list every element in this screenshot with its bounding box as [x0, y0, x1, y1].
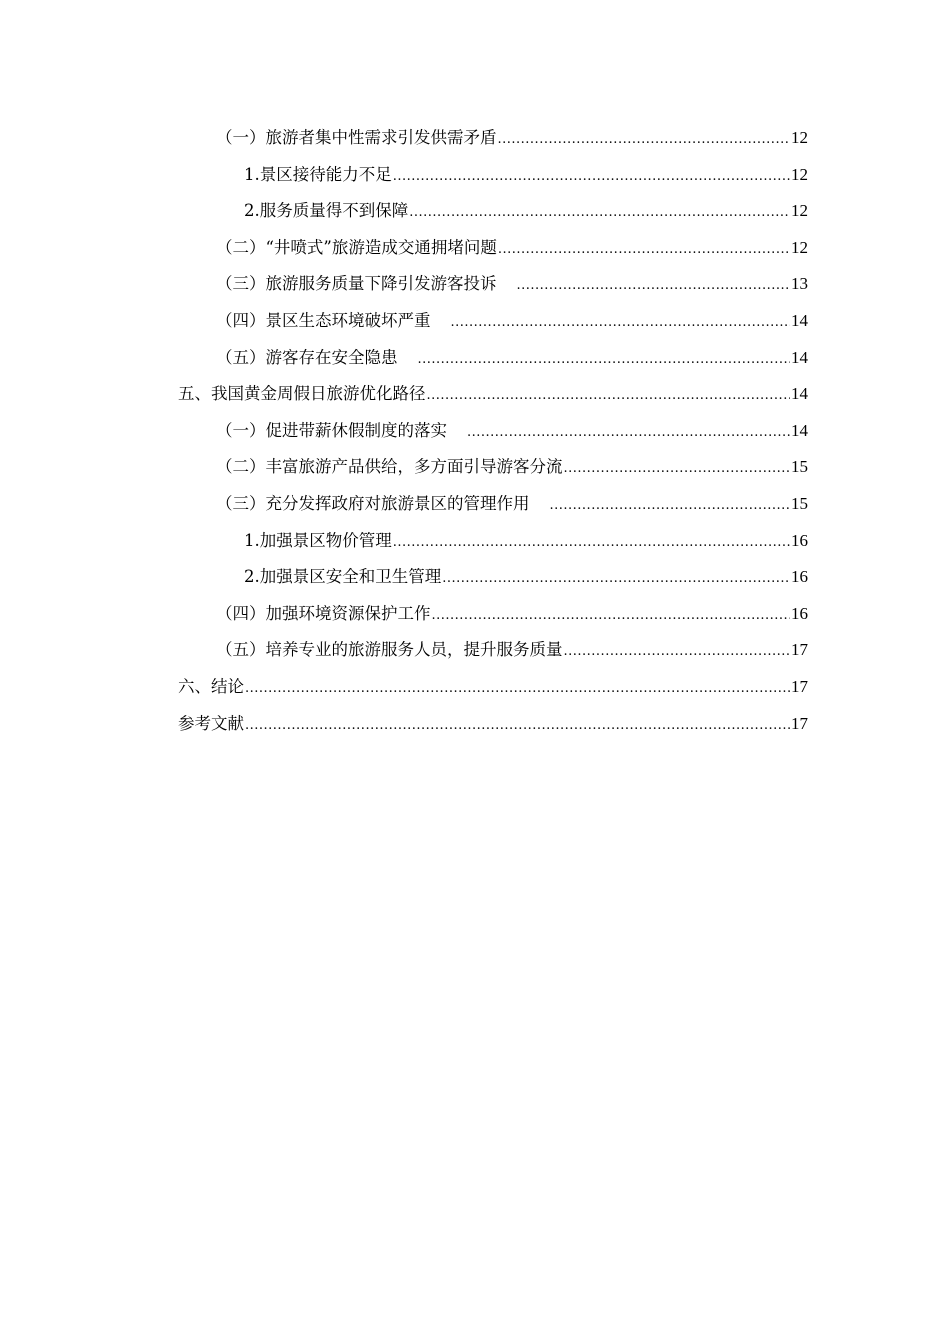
toc-entry[interactable] [178, 706, 808, 743]
toc-entry-title: 1.景区接待能力不足 [244, 164, 392, 184]
toc-entry-title: （五）游客存在安全隐患 [216, 347, 398, 367]
toc-page-number: 14 [791, 384, 808, 404]
toc-page-number: 15 [791, 457, 808, 477]
toc-page-number: 16 [791, 567, 808, 587]
toc-entry[interactable] [178, 559, 808, 596]
toc-entry[interactable] [178, 523, 808, 560]
table-of-contents [178, 120, 808, 742]
toc-page-number: 15 [791, 493, 808, 513]
toc-entry-title: 参考文献 [178, 713, 244, 733]
toc-page-number: 17 [791, 640, 808, 660]
toc-entry-title: （一）旅游者集中性需求引发供需矛盾 [216, 128, 497, 147]
toc-leader-dots [245, 708, 790, 745]
toc-entry[interactable] [178, 230, 808, 267]
toc-page-number: 17 [791, 676, 808, 696]
toc-entry-title: （一）促进带薪休假制度的落实 [216, 420, 447, 440]
toc-page-number: 17 [791, 713, 808, 733]
toc-entry[interactable] [178, 376, 808, 413]
toc-page-number: 12 [791, 164, 808, 184]
toc-entry[interactable] [178, 486, 808, 523]
toc-page-number: 12 [791, 128, 808, 147]
toc-page-number: 12 [791, 237, 808, 257]
toc-entry-title: （三）旅游服务质量下降引发游客投诉 [216, 274, 497, 294]
toc-leader-dots [467, 415, 790, 452]
toc-leader-dots [564, 451, 791, 488]
toc-entry-title: （四）加强环境资源保护工作 [216, 603, 431, 623]
toc-entry[interactable] [178, 413, 808, 450]
toc-leader-dots [427, 378, 791, 415]
toc-entry[interactable] [178, 669, 808, 706]
toc-entry[interactable] [178, 596, 808, 633]
toc-entry[interactable] [178, 120, 808, 157]
toc-leader-dots [393, 525, 790, 562]
toc-entry-title: （五）培养专业的旅游服务人员，提升服务质量 [216, 640, 563, 660]
toc-leader-dots [432, 598, 791, 635]
toc-entry-title: （二）“井喷式”旅游造成交通拥堵问题 [216, 237, 497, 257]
toc-leader-dots [393, 159, 790, 196]
toc-entry[interactable] [178, 157, 808, 194]
toc-leader-dots [498, 232, 790, 269]
toc-leader-dots [498, 122, 791, 159]
toc-page-number: 13 [791, 274, 808, 294]
toc-leader-dots [451, 305, 791, 342]
toc-leader-dots [517, 268, 791, 305]
toc-leader-dots [550, 488, 791, 525]
toc-leader-dots [442, 561, 790, 598]
toc-page-number: 14 [791, 420, 808, 440]
toc-entry-title: 2.加强景区安全和卫生管理 [244, 567, 442, 587]
toc-entry[interactable] [178, 193, 808, 230]
toc-entry-title: 2.服务质量得不到保障 [244, 201, 409, 221]
toc-page-number: 14 [791, 347, 808, 367]
toc-page-number: 12 [791, 201, 808, 221]
toc-entry[interactable] [178, 449, 808, 486]
toc-leader-dots [245, 671, 790, 708]
toc-entry-title: （三）充分发挥政府对旅游景区的管理作用 [216, 493, 530, 513]
toc-entry[interactable] [178, 632, 808, 669]
toc-page-number: 16 [791, 603, 808, 623]
toc-entry-title: 1.加强景区物价管理 [244, 530, 392, 550]
toc-entry[interactable] [178, 340, 808, 377]
toc-page-number: 16 [791, 530, 808, 550]
toc-leader-dots [409, 195, 790, 232]
toc-leader-dots [418, 342, 791, 379]
toc-leader-dots [564, 634, 791, 671]
toc-entry-title: 六、结论 [178, 676, 244, 696]
toc-entry-title: （二）丰富旅游产品供给，多方面引导游客分流 [216, 457, 563, 477]
toc-entry-title: （四）景区生态环境破坏严重 [216, 310, 431, 330]
toc-entry[interactable] [178, 303, 808, 340]
toc-page-number: 14 [791, 310, 808, 330]
toc-entry[interactable] [178, 266, 808, 303]
toc-entry-title: 五、我国黄金周假日旅游优化路径 [178, 384, 426, 404]
